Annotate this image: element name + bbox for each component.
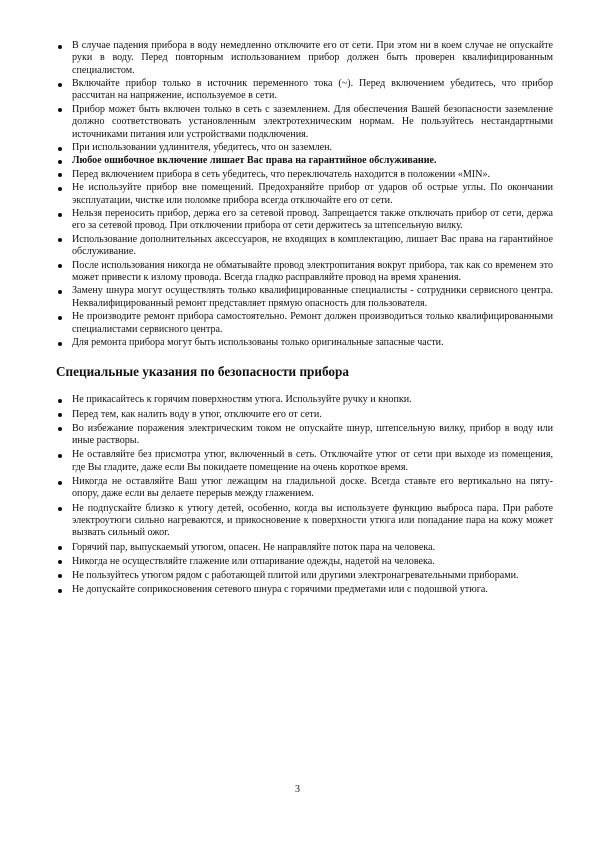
- list-item: После использования никогда не обматывайте провод электропитания вокруг прибора, так как со временем это может привести к излому провода. Всегда гладко расправляйте провод на время хранения.: [56, 260, 553, 285]
- list-item: При использовании удлинителя, убедитесь, что он заземлен.: [56, 142, 553, 154]
- list-item: Во избежание поражения электрическим током не опускайте шнур, штепсельную вилку, прибор в воду или иные растворы.: [56, 423, 553, 448]
- list-item: Нельзя переносить прибор, держа его за сетевой провод. Запрещается также отключать прибор от сети, держа его за сетевой провод. При отключении прибора от сети держитесь за штепсельную вилку.: [56, 208, 553, 233]
- list-item: Не производите ремонт прибора самостоятельно. Ремонт должен производиться только квалифицированными специалистами сервисного центра.: [56, 311, 553, 336]
- list-item: Не используйте прибор вне помещений. Предохраняйте прибор от ударов об острые углы. По окончании эксплуатации, чистке или поломке прибора всегда отключайте его от сети.: [56, 182, 553, 207]
- list-item: Не прикасайтесь к горячим поверхностям утюга. Используйте ручку и кнопки.: [56, 394, 553, 406]
- list-item: Для ремонта прибора могут быть использованы только оригинальные запасные части.: [56, 337, 553, 349]
- list-item: Не подпускайте близко к утюгу детей, особенно, когда вы используете функцию выброса пара. При работе электроутюги сильно нагреваются, и прикосновение к поверхности утюга или попадание пара на кожу может вызвать сильный ожог.: [56, 503, 553, 540]
- list-item: Прибор может быть включен только в сеть с заземлением. Для обеспечения Вашей безопасности заземление должно соответствовать установленным электротехническим нормам. Не пользуйтесь нестандартными источниками питания или устройствами подключения.: [56, 104, 553, 141]
- list-item: Перед включением прибора в сеть убедитесь, что переключатель находится в положении «MIN».: [56, 169, 553, 181]
- list-item: Не пользуйтесь утюгом рядом с работающей плитой или другими электронагревательными приборами.: [56, 570, 553, 582]
- list-item: Использование дополнительных аксессуаров, не входящих в комплектацию, лишает Вас права на гарантийное обслуживание.: [56, 234, 553, 259]
- list-item: Не допускайте соприкосновения сетевого шнура с горячими предметами или с подошвой утюга.: [56, 584, 553, 596]
- list-item: Никогда не осуществляйте глажение или отпаривание одежды, надетой на человека.: [56, 556, 553, 568]
- list-item: Любое ошибочное включение лишает Вас права на гарантийное обслуживание.: [56, 155, 553, 167]
- iron-safety-list: [56, 394, 553, 596]
- list-item: Горячий пар, выпускаемый утюгом, опасен. Не направляйте поток пара на человека.: [56, 542, 553, 554]
- list-item: Никогда не оставляйте Ваш утюг лежащим на гладильной доске. Всегда ставьте его вертикально на пяту-опору, даже если вы делаете перерыв между глажением.: [56, 476, 553, 501]
- page-number: 3: [295, 784, 300, 795]
- list-item: Замену шнура могут осуществлять только квалифицированные специалисты - сотрудники сервисного центра. Неквалифицированный ремонт представляет прямую опасность для пользователя.: [56, 285, 553, 310]
- list-item: Включайте прибор только в источник переменного тока (~). Перед включением убедитесь, что прибор рассчитан на напряжение, используемое в сети.: [56, 78, 553, 103]
- safety-list: [56, 40, 553, 349]
- list-item: Не оставляйте без присмотра утюг, включенный в сеть. Отключайте утюг от сети при выходе из помещения, где Вы гладите, даже если Вы покидаете помещение на очень короткое время.: [56, 449, 553, 474]
- section-heading: Специальные указания по безопасности прибора: [56, 364, 349, 380]
- list-item: В случае падения прибора в воду немедленно отключите его от сети. При этом ни в коем случае не опускайте руки в воду. Перед повторным использованием прибор должен быть проверен квалифицированным специалистом.: [56, 40, 553, 77]
- list-item: Перед тем, как налить воду в утюг, отключите его от сети.: [56, 409, 553, 421]
